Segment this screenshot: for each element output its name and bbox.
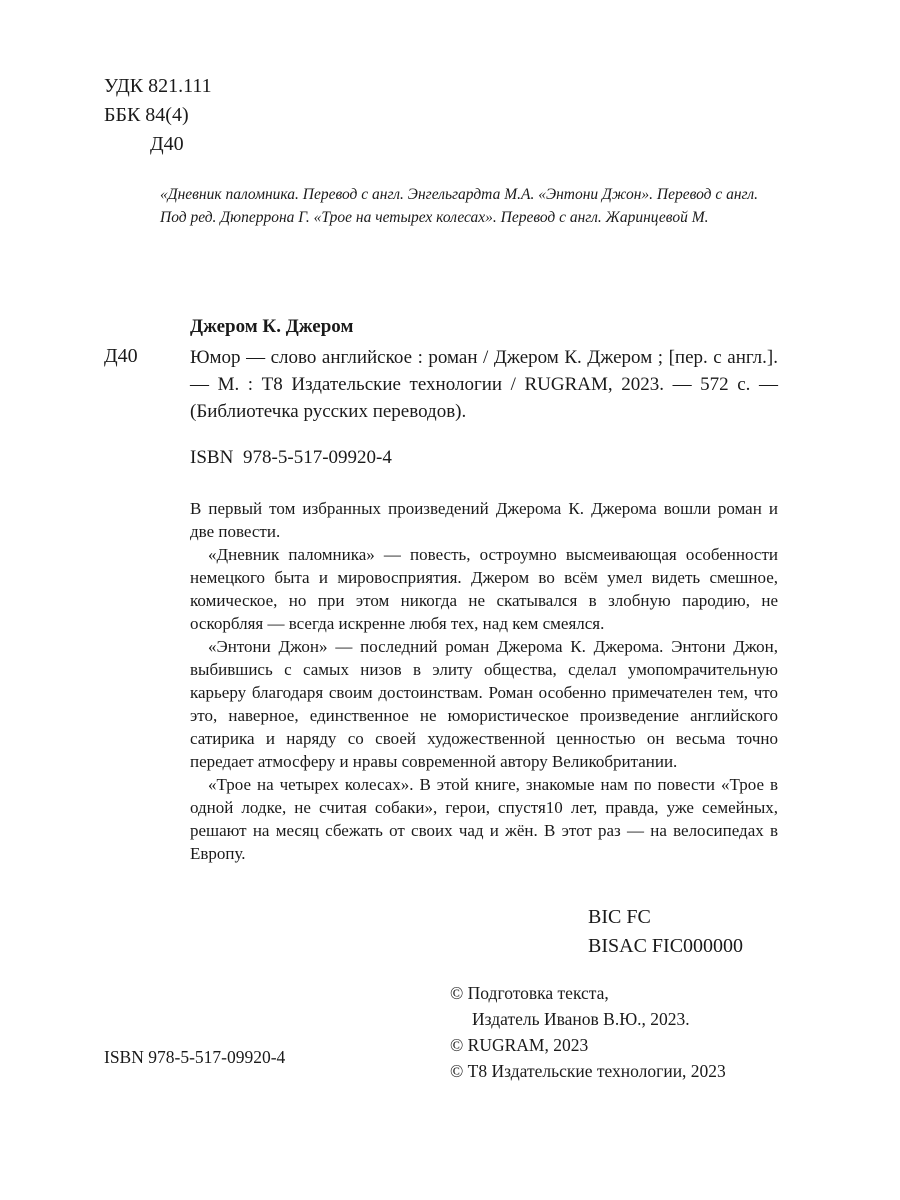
annotation-paragraph: В первый том избранных произведений Джерома К. Джерома вошли роман и две повести. <box>190 499 778 541</box>
record-author: Джером К. Джером <box>190 316 354 337</box>
copyright-text-prep: © Подготовка текста, <box>450 983 609 1003</box>
annotation <box>190 497 778 865</box>
annotation-paragraph: «Энтони Джон» — последний роман Джерома К. Джерома. Энтони Джон, выбившись с самых низов в элиту общества, сделал умопомрачительную карьеру благодаря своим достоинствам. Роман особенно примечателен тем, что это, наверное, единственное не юмористическое произведение английского сатирика и наряду со своей художественной ценностью он весьма точно передает атмосферу и нравы современной автору Великобритании. <box>190 637 778 771</box>
bbk-code: ББК 84(4) <box>104 104 189 126</box>
subject-codes <box>588 903 743 961</box>
isbn-bottom: ISBN 978-5-517-09920-4 <box>104 1047 286 1067</box>
udk-code: УДК 821.111 <box>104 75 212 97</box>
copyright-t8: © Т8 Издательские технологии, 2023 <box>450 1061 726 1081</box>
record-code: Д40 <box>104 345 138 367</box>
author-mark: Д40 <box>150 133 184 155</box>
copyright-rugram: © RUGRAM, 2023 <box>450 1035 589 1055</box>
annotation-paragraph: «Дневник паломника» — повесть, остроумно высмеивающая особенности немецкого быта и мировосприятия. Джером во всём умел видеть смешное, комическое, но при этом никогда не скатывался в злобную пародию, не оскорбляя — всегда искренне любя тех, над кем смеялся. <box>190 545 778 633</box>
classification-block <box>104 72 212 159</box>
translation-credits: «Дневник паломника. Перевод с англ. Энгельгардта М.А. «Энтони Джон». Перевод с англ. Под ред. Дюперрона Г. «Трое на четырех колесах». Перевод с англ. Жаринцевой М. <box>160 186 759 226</box>
annotation-paragraph: «Трое на четырех колесах». В этой книге, знакомые нам по повести «Трое в одной лодке, не считая собаки», герои, спустя10 лет, правда, уже семейных, решают на месяц сбежать от своих чад и жён. В этот раз — на велосипедах в Европу. <box>190 775 778 863</box>
record-description: Юмор — слово английское : роман / Джером К. Джером ; [пер. с англ.]. — М. : Т8 Издательские технологии / RUGRAM, 2023. — 572 с. — (Библиотечка русских переводов). <box>190 347 778 422</box>
bic-code: BIC FC <box>588 906 651 928</box>
copyright-text-prep-holder: Издатель Иванов В.Ю., 2023. <box>472 1009 690 1029</box>
record-isbn: ISBN 978-5-517-09920-4 <box>190 447 392 468</box>
copyright-block <box>450 980 726 1084</box>
bisac-code: BISAC FIC000000 <box>588 935 744 957</box>
